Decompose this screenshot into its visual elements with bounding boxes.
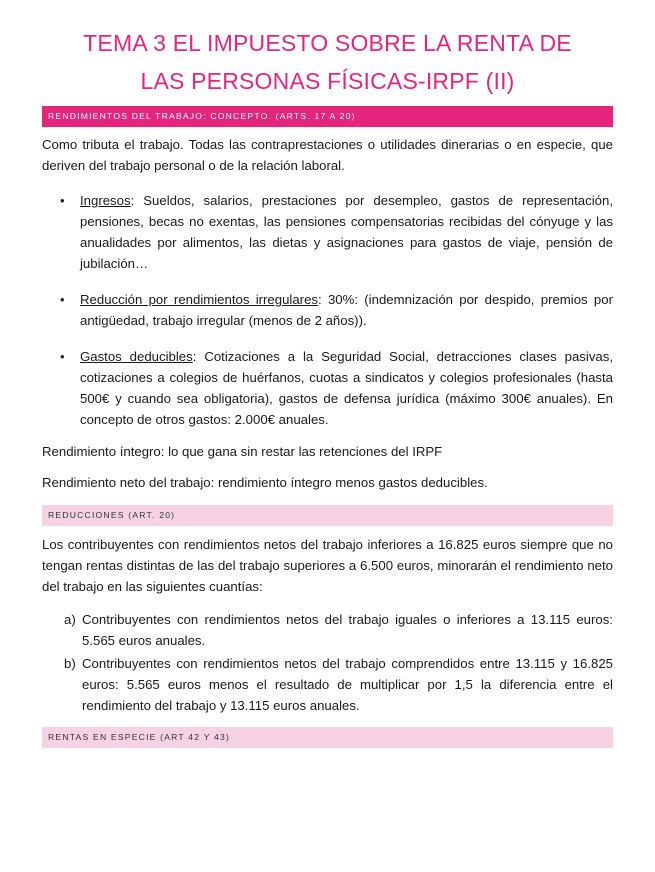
bullet-text: : Sueldos, salarios, prestaciones por desempleo, gastos de representación, pensiones, becas no exentas, las pensiones compensatorias recibidas del cónyuge y las anualidades por alimentos, las dietas y asignaciones para gastos de viaje, pensión de jubilación…: [80, 193, 613, 271]
bullet-text: : Cotizaciones a la Seguridad Social, detracciones clases pasivas, cotizaciones a colegios de huérfanos, cuotas a sindicatos y colegios profesionales (hasta 500€ y cuando sea obligatoria), gastos de defensa jurídica (máximo 300€ anuales). En concepto de otros gastos: 2.000€ anuales.: [80, 349, 614, 427]
reduccion-item-a: [42, 609, 613, 651]
list-item-text: Contribuyentes con rendimientos netos del trabajo iguales o inferiores a 13.115 euros: 5.565 euros anuales.: [82, 612, 613, 648]
bullet-term: Gastos deducibles: [80, 349, 193, 364]
bullet-term: Ingresos: [80, 193, 131, 208]
document-page: [0, 24, 655, 872]
title-line-2: LAS PERSONAS FÍSICAS-IRPF (II): [140, 68, 515, 94]
page-title: [42, 24, 613, 100]
bullet-dot-icon: •: [60, 292, 65, 307]
bullet-dot-icon: •: [60, 193, 65, 208]
section-header-rentas-especie: RENTAS EN ESPECIE (ART 42 Y 43): [42, 727, 613, 748]
rendimiento-neto-text: Rendimiento neto del trabajo: rendimiento íntegro menos gastos deducibles.: [42, 475, 488, 490]
bullet-term: Reducción por rendimientos irregulares: [80, 292, 319, 307]
concept-bullet-list: [42, 190, 613, 430]
reducciones-list: [42, 609, 613, 716]
list-item-text: Contribuyentes con rendimientos netos del trabajo comprendidos entre 13.115 y 16.825 euros: 5.565 euros menos el resultado de multiplicar por 1,5 la diferencia entre el rendimiento del trabajo y 13.115 euros anuales.: [82, 656, 613, 713]
section-header-rendimientos: RENDIMIENTOS DEL TRABAJO: CONCEPTO. (ARTS. 17 A 20): [42, 106, 613, 127]
section-intro-paragraph: Como tributa el trabajo. Todas las contraprestaciones o utilidades dinerarias o en especie, que deriven del trabajo personal o de la relación laboral.: [42, 137, 613, 173]
bullet-text: : 30%: (indemnización por despido, premios por antigüedad, trabajo irregular (menos de 2 años)).: [80, 292, 613, 328]
bullet-reduccion: [42, 289, 613, 331]
bullet-dot-icon: •: [60, 349, 65, 364]
bullet-gastos: [42, 346, 613, 430]
reduccion-item-b: [42, 653, 613, 716]
section-header-reducciones: REDUCCIONES (ART. 20): [42, 505, 613, 526]
title-line-1: TEMA 3 EL IMPUESTO SOBRE LA RENTA DE: [83, 30, 572, 56]
rendimiento-integro-text: Rendimiento íntegro: lo que gana sin restar las retenciones del IRPF: [42, 444, 443, 459]
list-marker: a): [64, 612, 76, 627]
list-marker: b): [64, 656, 76, 671]
bullet-ingresos: [42, 190, 613, 274]
reducciones-intro-paragraph: Los contribuyentes con rendimientos netos del trabajo inferiores a 16.825 euros siempre que no tengan rentas distintas de las del trabajo superiores a 6.500 euros, minorarán el rendimiento neto del trabajo en las siguientes cuantías:: [42, 537, 613, 594]
